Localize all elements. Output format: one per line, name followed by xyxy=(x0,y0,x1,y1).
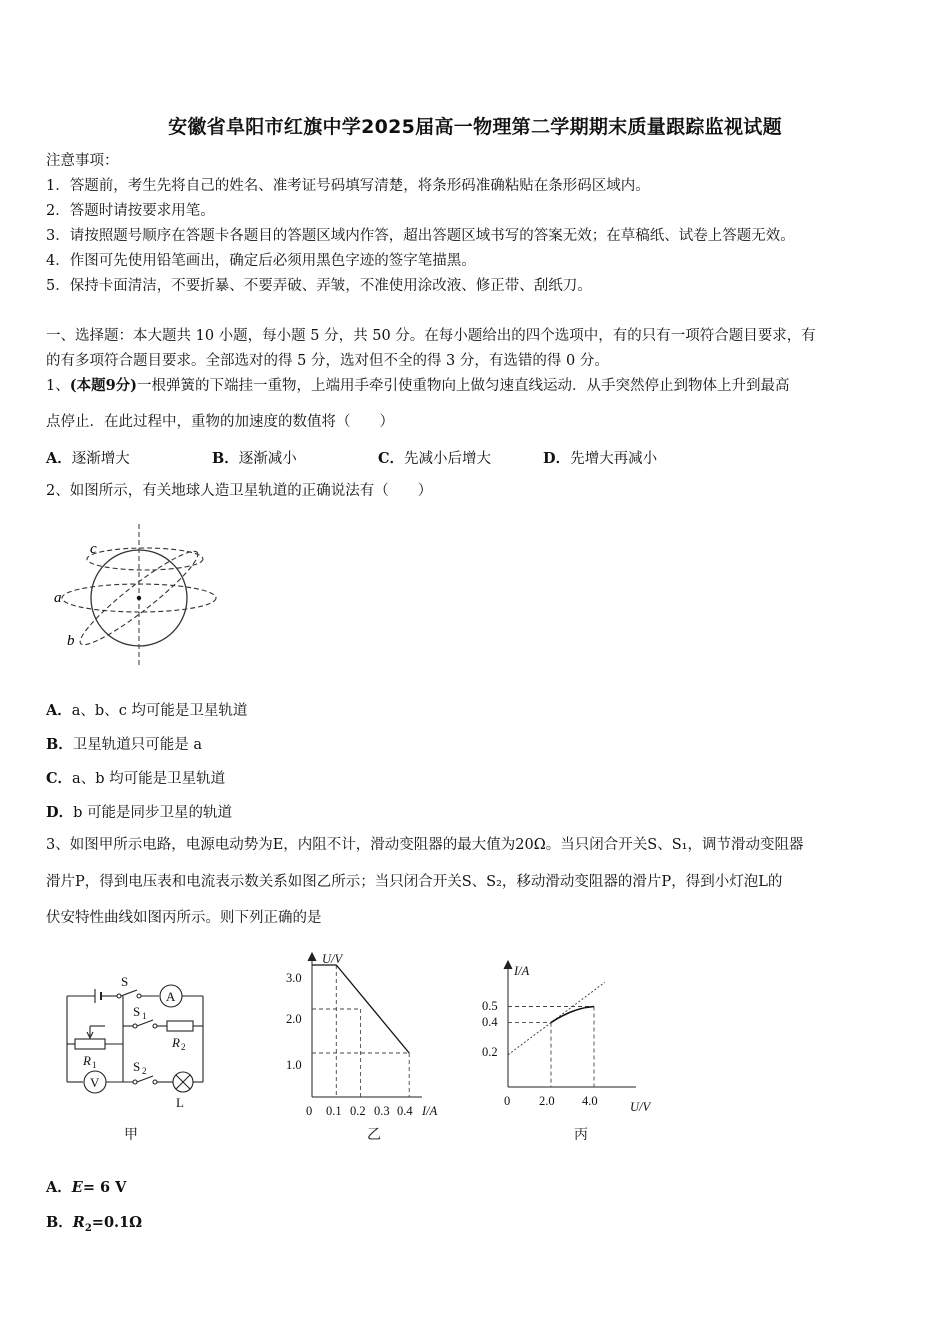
q1-number: 1、 xyxy=(46,378,70,394)
notice-item: 4．作图可先使用铅笔画出，确定后必须用黑色字迹的签字笔描黑。 xyxy=(46,253,476,269)
svg-text:1: 1 xyxy=(142,1011,147,1021)
yi-xtick: 0 xyxy=(306,1104,313,1118)
resistor-r1 xyxy=(75,1039,105,1049)
orbit-label-b: b xyxy=(67,633,75,649)
yi-xtick: 0.2 xyxy=(350,1104,366,1118)
yi-ytick: 3.0 xyxy=(286,971,302,985)
q1-option-d[interactable]: D．先增大再减小 xyxy=(543,450,658,467)
notice-item: 5．保持卡面清洁，不要折暴、不要弄破、弄皱，不准使用涂改液、修正带、刮纸刀。 xyxy=(46,278,592,294)
yi-xtick: 0.1 xyxy=(326,1104,342,1118)
q2-stem: 2、如图所示，有关地球人造卫星轨道的正确说法有（ ） xyxy=(46,483,433,499)
q1-stem-line2: 点停止．在此过程中，重物的加速度的数值将（ ） xyxy=(46,414,394,430)
svg-text:S: S xyxy=(133,1004,141,1019)
resistor-r2 xyxy=(167,1021,193,1031)
yi-xtick: 0.3 xyxy=(374,1104,390,1118)
notice-item: 1．答题前，考生先将自己的姓名、准考证号码填写清楚，将条形码准确粘贴在条形码区域内。 xyxy=(46,178,650,194)
caption-jia: 甲 xyxy=(124,1127,138,1143)
q3-option-a[interactable]: A．E= 6 V xyxy=(46,1179,127,1196)
bing-xtick: 4.0 xyxy=(582,1094,598,1108)
section-intro: 一、选择题：本大题共 10 小题，每小题 5 分，共 50 分。在每小题给出的四个选项中，有的只有一项符合题目要求，有 xyxy=(46,328,816,344)
bing-xlabel: U/V xyxy=(630,1100,651,1114)
bing-ytick: 0.2 xyxy=(482,1045,498,1059)
bing-series-curve xyxy=(551,1007,594,1023)
svg-text:2: 2 xyxy=(142,1066,147,1076)
svg-text:1: 1 xyxy=(92,1060,97,1070)
svg-text:S: S xyxy=(121,974,129,989)
svg-text:V: V xyxy=(90,1075,100,1090)
orbit-figure xyxy=(50,520,230,670)
q3-stem-line2: 滑片P，得到电压表和电流表示数关系如图乙所示；当只闭合开关S、S₂，移动滑动变阻器的滑片P，得到小灯泡L的 xyxy=(46,874,783,890)
orbit-label-c: c xyxy=(90,541,97,557)
circuit-diagram xyxy=(55,970,215,1120)
q2-option-d[interactable]: D．b 可能是同步卫星的轨道 xyxy=(46,804,232,821)
yi-xtick: 0.4 xyxy=(397,1104,413,1118)
orbit-c xyxy=(87,548,203,570)
page-title: 安徽省阜阳市红旗中学2025届高一物理第二学期期末质量跟踪监视试题 xyxy=(168,116,782,138)
q1-stem xyxy=(46,376,908,396)
svg-text:L: L xyxy=(176,1095,184,1110)
graph-bing xyxy=(476,955,666,1120)
notice-heading: 注意事项： xyxy=(46,153,119,169)
yi-ylabel: U/V xyxy=(322,952,343,966)
bing-xtick: 0 xyxy=(504,1094,511,1108)
graph-yi xyxy=(282,945,452,1125)
bing-ytick: 0.4 xyxy=(482,1015,498,1029)
q1-option-a[interactable]: A．逐渐增大 xyxy=(46,450,130,467)
q1-option-b[interactable]: B．逐渐减小 xyxy=(212,450,297,467)
bing-ytick: 0.5 xyxy=(482,999,498,1013)
caption-yi: 乙 xyxy=(367,1127,381,1143)
notice-item: 2．答题时请按要求用笔。 xyxy=(46,203,215,219)
yi-ytick: 1.0 xyxy=(286,1058,302,1072)
caption-bing: 丙 xyxy=(574,1127,588,1143)
yi-ytick: 2.0 xyxy=(286,1012,302,1026)
svg-text:A: A xyxy=(166,989,176,1004)
q2-option-b[interactable]: B．卫星轨道只可能是 a xyxy=(46,736,203,753)
orbit-label-a: a xyxy=(54,590,62,606)
notice-item: 3．请按照题号顺序在答题卡各题目的答题区域内作答，超出答题区域书写的答案无效；在草稿纸、试卷上答题无效。 xyxy=(46,228,795,244)
q3-option-b[interactable]: B．$R_2=0.1\Omega$ xyxy=(46,1214,143,1234)
svg-text:S: S xyxy=(133,1059,141,1074)
q1-tag: (本题9分) xyxy=(69,377,138,394)
section-intro: 的有多项符合题目要求。全部选对的得 5 分，选对但不全的得 3 分，有选错的得 0 分。 xyxy=(46,353,609,369)
svg-text:R: R xyxy=(172,1035,180,1050)
yi-xlabel: I/A xyxy=(422,1104,438,1118)
q2-option-c[interactable]: C．a、b 均可能是卫星轨道 xyxy=(46,770,226,787)
svg-text:2: 2 xyxy=(181,1042,186,1052)
q3-stem-line1: 3、如图甲所示电路，电源电动势为E，内阻不计，滑动变阻器的最大值为20Ω。当只闭合开关S、S₁，调节滑动变阻器 xyxy=(46,837,804,853)
bing-xtick: 2.0 xyxy=(539,1094,555,1108)
q1-option-c[interactable]: C．先减小后增大 xyxy=(378,450,492,467)
svg-text:R: R xyxy=(83,1053,91,1068)
q2-option-a[interactable]: A．a、b、c 均可能是卫星轨道 xyxy=(46,702,248,719)
q1-stem-line1: 一根弹簧的下端挂一重物，上端用手牵引使重物向上做匀速直线运动．从手突然停止到物体上升到最高 xyxy=(137,378,790,394)
q3-stem-line3: 伏安特性曲线如图丙所示。则下列正确的是 xyxy=(46,910,322,926)
bing-ylabel: I/A xyxy=(514,964,530,978)
